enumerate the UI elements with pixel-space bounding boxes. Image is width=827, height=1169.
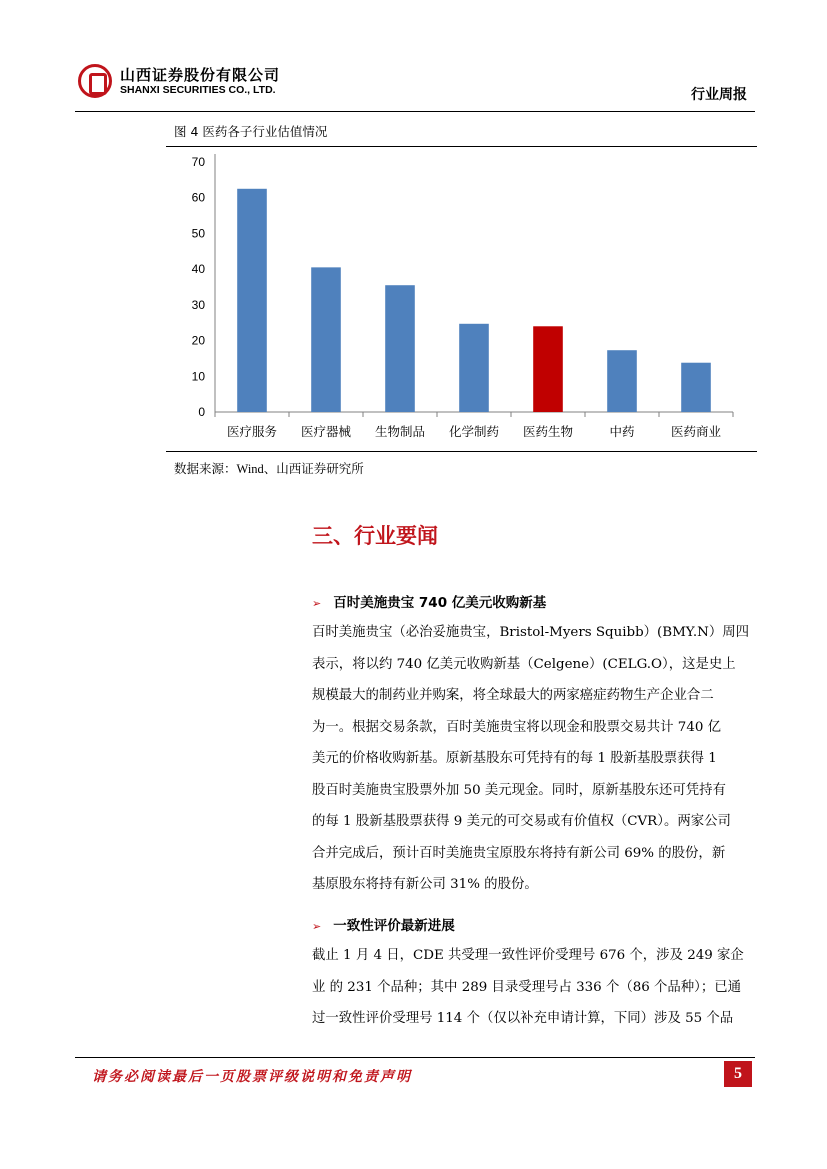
- news-paragraph: [312, 617, 752, 901]
- report-type: 行业周报: [691, 87, 747, 103]
- x-tick-label: 化学制药: [448, 424, 500, 439]
- bar: [681, 363, 711, 412]
- text-line: 股百时美施贵宝股票外加 50 美元现金。同时，原新基股东还可凭持有: [312, 782, 726, 798]
- bar: [459, 324, 489, 412]
- y-tick-label: 0: [198, 405, 205, 419]
- text-line: 美元的价格收购新基。原新基股东可凭持有的每 1 股新基股票获得 1: [312, 751, 717, 766]
- source-label: 数据来源：: [174, 461, 237, 476]
- x-tick-label: 医疗服务: [226, 424, 278, 439]
- page-number: 5: [724, 1061, 752, 1087]
- text-line: 为一。根据交易条款，百时美施贵宝将以现金和股票交易共计 740 亿: [312, 719, 722, 735]
- company-name-cn: 山西证券股份有限公司: [120, 66, 281, 84]
- arrow-bullet-icon: ➢: [312, 597, 322, 610]
- source-text: Wind、山西证券研究所: [236, 462, 364, 476]
- news-heading: [312, 591, 546, 611]
- y-tick-label: 60: [191, 190, 205, 205]
- y-tick-label: 40: [191, 262, 205, 277]
- y-tick-label: 50: [191, 226, 205, 241]
- x-tick-label: 医药商业: [670, 424, 722, 439]
- section-title: 三、行业要闻: [312, 524, 438, 548]
- news-heading-text: 一致性评价最新进展: [333, 918, 455, 934]
- footer-divider: [75, 1057, 755, 1058]
- y-tick-label: 10: [191, 369, 205, 384]
- figure-bottom-rule: [166, 451, 757, 452]
- arrow-bullet-icon: ➢: [312, 920, 322, 933]
- text-line: 规模最大的制药业并购案，将全球最大的两家癌症药物生产企业合二: [312, 688, 714, 703]
- company-name-en: SHANXI SECURITIES CO., LTD.: [120, 84, 276, 96]
- y-tick-label: 70: [191, 155, 205, 169]
- figure-top-rule: [166, 146, 757, 147]
- valuation-bar-chart: [166, 150, 757, 450]
- footer-disclaimer: 请务必阅读最后一页股票评级说明和免责声明: [92, 1069, 412, 1085]
- text-line: 的每 1 股新基股票获得 9 美元的可交易或有价值权（CVR）。两家公司: [312, 814, 731, 829]
- y-tick-label: 30: [191, 297, 205, 312]
- bar: [237, 189, 267, 412]
- bar: [311, 267, 341, 412]
- company-logo-icon: [78, 64, 112, 98]
- figure-caption: 图 4 医药各子行业估值情况: [174, 124, 328, 139]
- news-heading: [312, 914, 455, 934]
- bar: [533, 326, 563, 412]
- bar: [385, 285, 415, 412]
- news-heading-text: 百时美施贵宝 740 亿美元收购新基: [333, 595, 547, 611]
- text-line: 表示，将以约 740 亿美元收购新基（Celgene）(CELG.O），这是史上: [312, 656, 736, 672]
- text-line: 业 的 231 个品种；其中 289 目录受理号占 336 个（86 个品种）；已通: [312, 979, 742, 995]
- y-tick-label: 20: [191, 333, 205, 348]
- x-tick-label: 医药生物: [522, 424, 574, 439]
- news-paragraph: [312, 940, 752, 1035]
- x-tick-label: 生物制品: [374, 424, 426, 439]
- text-line: 截止 1 月 4 日，CDE 共受理一致性评价受理号 676 个，涉及 249 家企: [312, 948, 744, 963]
- x-tick-label: 医疗器械: [300, 424, 352, 439]
- figure-source: [174, 459, 364, 477]
- text-line: 基原股东将持有新公司 31% 的股份。: [312, 877, 538, 892]
- bar: [607, 350, 637, 412]
- header-divider: [75, 111, 755, 112]
- x-tick-label: 中药: [609, 424, 635, 439]
- text-line: 百时美施贵宝（必治妥施贵宝，Bristol-Myers Squibb）(BMY.N）周四: [312, 625, 750, 640]
- text-line: 合并完成后，预计百时美施贵宝原股东将持有新公司 69% 的股份，新: [312, 845, 726, 861]
- text-line: 过一致性评价受理号 114 个（仅以补充申请计算，下同）涉及 55 个品: [312, 1011, 734, 1026]
